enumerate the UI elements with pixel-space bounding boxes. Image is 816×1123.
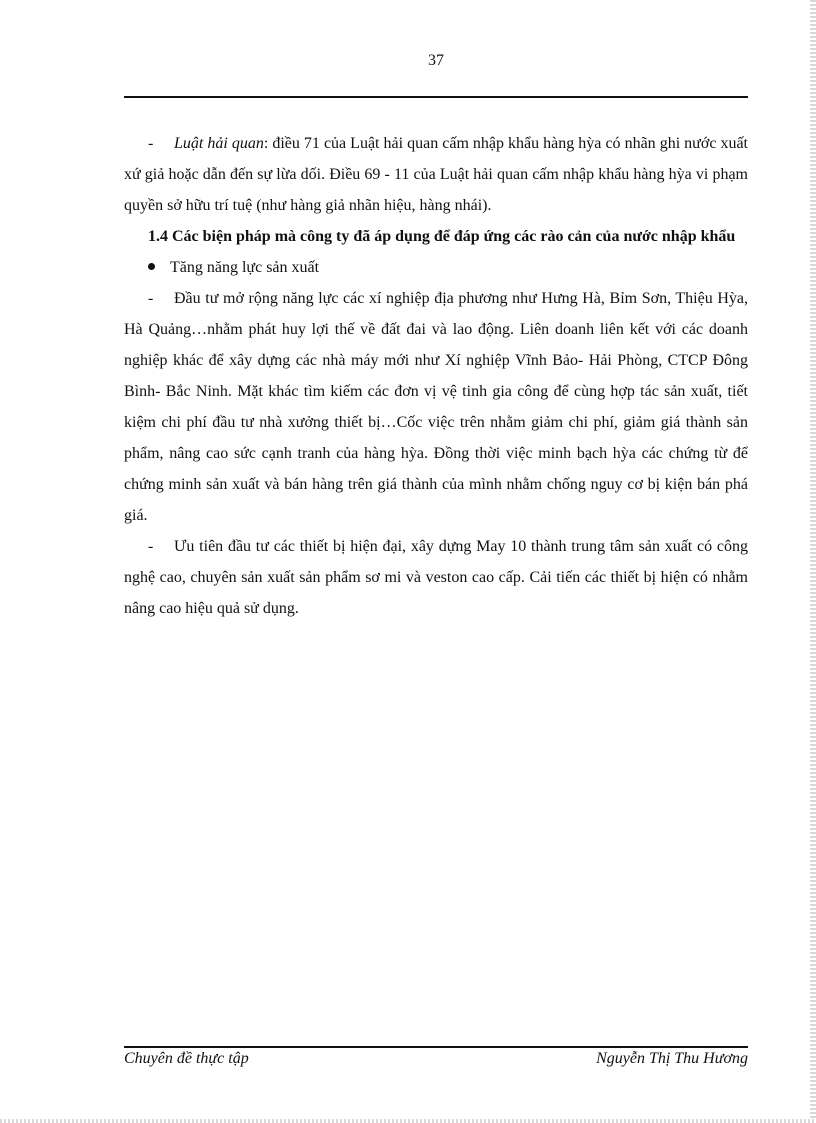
paragraph-text: : điều 71 của Luật hải quan cấm nhập khẩu hàng hỳa có nhãn ghi nước xuất xứ giả hoặc dẫn đến sự lừa dối. Điều 69 - 11 của Luật hải quan cấm nhập khẩu hàng hỳa vi phạm quyền sở hữu trí tuệ (như hàng giả nhãn hiệu, hàng nhái). bbox=[124, 135, 748, 214]
footer-left-text: Chuyên đề thực tập bbox=[124, 1050, 249, 1067]
page-edge-right bbox=[810, 0, 816, 1123]
dash-marker: - bbox=[148, 538, 154, 555]
paragraph-customs-law bbox=[124, 128, 748, 221]
document-body bbox=[124, 128, 748, 624]
paragraph-text: Đầu tư mở rộng năng lực các xí nghiệp địa phương như Hưng Hà, Bỉm Sơn, Thiệu Hỳa, Hà Quảng…nhằm phát huy lợi thế về đất đai và lao động. Liên doanh liên kết với các doanh nghiệp khác để xây dựng các nhà máy mới như Xí nghiệp Vĩnh Bảo- Hải Phòng, CTCP Đông Bình- Bắc Ninh. Mặt khác tìm kiếm các đơn vị vệ tinh gia công để cùng hợp tác sản xuất, tiết kiệm chi phí đầu tư nhà xưởng thiết bị…Cốc việc trên nhằm giảm chi phí, giảm giá thành sản phẩm, nâng cao sức cạnh tranh của hàng hỳa. Đồng thời việc minh bạch hỳa các chứng từ để chứng minh sản xuất và bán hàng trên giá thành của mình nhằm chống nguy cơ bị kiện bán phá giá. bbox=[124, 290, 748, 524]
footer-rule bbox=[124, 1046, 748, 1048]
footer-author: Nguyễn Thị Thu Hương bbox=[596, 1050, 748, 1067]
bullet-dot-icon bbox=[148, 263, 155, 270]
dash-marker: - bbox=[148, 135, 154, 152]
page-edge-bottom bbox=[0, 1119, 816, 1123]
section-heading: 1.4 Các biện pháp mà công ty đã áp dụng để đáp ứng các rào cản của nước nhập khẩu bbox=[148, 228, 736, 245]
paragraph-text: Ưu tiên đầu tư các thiết bị hiện đại, xây dựng May 10 thành trung tâm sản xuất có công nghệ cao, chuyên sản xuất sản phẩm sơ mi và veston cao cấp. Cải tiến các thiết bị hiện có nhằm nâng cao hiệu quả sử dụng. bbox=[124, 538, 748, 617]
page-footer bbox=[124, 1050, 748, 1068]
dash-marker: - bbox=[148, 290, 154, 307]
bullet-text: Tăng năng lực sản xuất bbox=[170, 259, 320, 276]
paragraph-priority bbox=[124, 531, 748, 624]
header-rule bbox=[124, 96, 748, 98]
page-number: 37 bbox=[428, 52, 444, 69]
paragraph-investment bbox=[124, 283, 748, 531]
term-customs-law: Luật hải quan bbox=[174, 135, 264, 152]
bullet-item bbox=[124, 252, 748, 283]
